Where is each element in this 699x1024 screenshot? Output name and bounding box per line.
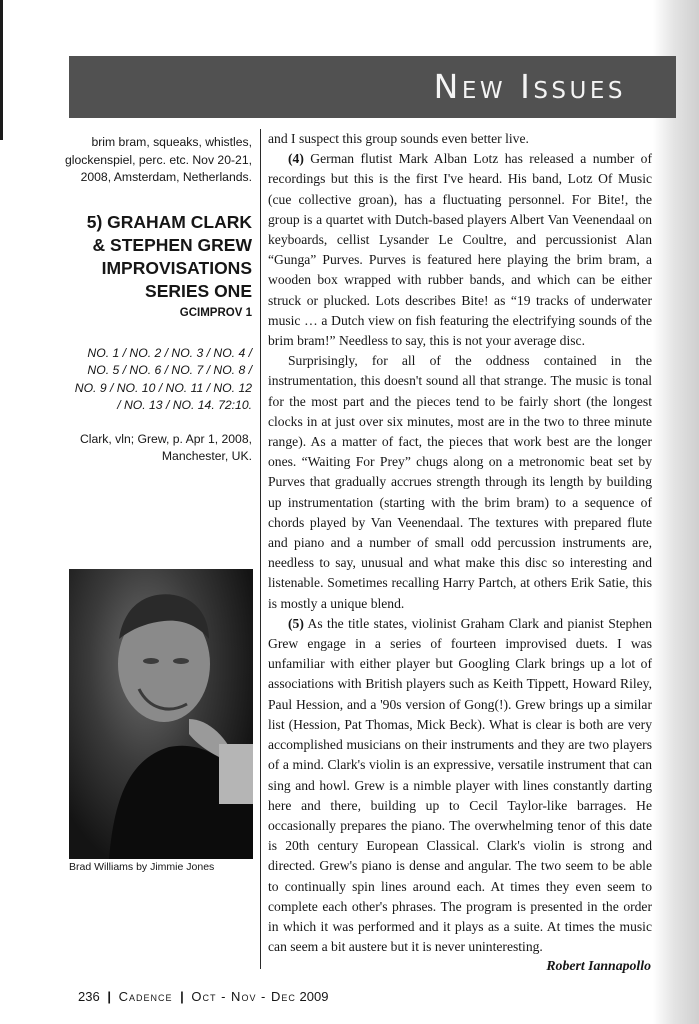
article-paragraph: Surprisingly, for all of the oddness contained in the instrumentation, this doesn't sound all that strange. The music is tonal for the most part and the pieces tend to be fairly short (the longest clocks in at just over six minutes, most are in the two to three minute range). As a matter of fact, the pieces that work best are the longer ones. “Waiting For Prey” chugs along on a metronomic beat set by Purves that gradually accrues strength through its length by building up instrumentation (starting with the brim bram) to a sequence of chords played by Van Veenendaal. The textures with prepared flute and piano and a number of small odd percussion instruments are, needless to say, unusual and what make this disc so interesting and listenable. Sometimes recalling Harry Partch, at others Erik Satie, this is mostly a unique blend. <box>268 353 652 611</box>
paragraph-text: German flutist Mark Alban Lotz has released a number of recordings but this is the first I've heard. His band, Lotz Of Music (cue collective groan), has a fluctuating personnel. For Bite!, the group is a quartet with Dutch-based players Albert Van Veenendaal on keyboards, cellist Lysander Le Coultre, and percussionist Alan “Gunga” Purves. Purves is featured here playing the brim bram, a wooden box wrapped with rubber bands, and which can be either struck or plucked. Lots describes Bite! as “19 tracks of underwater music … a Dutch view on fish featuring the electrifying sounds of the brim bram!” Needless to say, this is not your average disc. <box>268 151 652 349</box>
section-banner <box>69 56 676 118</box>
scan-shadow <box>653 0 699 1024</box>
issue-year: 2009 <box>299 989 329 1004</box>
paragraph-text: As the title states, violinist Graham Clark and pianist Stephen Grew engage in a series of fourteen improvised duets. I was unfamiliar with either player but Googling Clark brings up a lot of associations with British players such as Keith Tippett, Howard Riley, Paul Hession, and a '90s version of Gong(!). Grew brings up a similar list (Hession, Pat Thomas, Mick Beck). What is clear is both are very accomplished musicians on their instruments and they are two players of a mind. Clark's violin is an expressive, versatile instrument that can sing and howl. Grew is a nimble player with lines constantly darting here and there, building up to Cecil Taylor-like barrages. He occasionally prepares the piano. The overwhelming tenor of this date is 20th century European Classical. Clark's violin is strong and directed. Grew's piano is dense and angular. The two seem to be able to continually spin lines around each. At times they even seem to complete each other's phrases. The program is presented in the order in which it was performed and it plays as a suite. At times the music can seem a bit austere but it is never uninteresting. <box>268 615 652 955</box>
column-divider <box>260 129 261 969</box>
track-list: NO. 1 / NO. 2 / NO. 3 / NO. 4 / NO. 5 / NO. 6 / NO. 7 / NO. 8 / NO. 9 / NO. 10 / NO. 11 / NO. 12 / NO. 13 / NO. 14. 72:10. <box>74 345 252 412</box>
catalog-number: GCIMPROV 1 <box>179 306 252 319</box>
page-number: 236 <box>78 989 100 1004</box>
photo-caption: Brad Williams by Jimmie Jones <box>69 861 215 873</box>
article-paragraph: and I suspect this group sounds even better live. <box>268 131 529 146</box>
previous-album-session-info: brim bram, squeaks, whistles, glockenspiel, perc. etc. Nov 20-21, 2008, Amsterdam, Netherlands. <box>65 135 252 184</box>
magazine-name: Cadence <box>118 989 173 1004</box>
page-edge-bar <box>0 0 3 140</box>
footer-separator: | <box>107 989 111 1004</box>
article-paragraph <box>268 149 652 351</box>
article-paragraph <box>268 614 652 957</box>
review-article <box>268 129 652 957</box>
portrait-illustration <box>69 569 253 859</box>
issue-months: Oct - Nov - Dec <box>191 989 296 1004</box>
session-credits: Clark, vln; Grew, p. Apr 1, 2008, Manchester, UK. <box>79 431 252 463</box>
author-byline: Robert Iannapollo <box>546 958 651 973</box>
section-title: New Issues <box>433 67 626 106</box>
musician-photo <box>69 569 253 859</box>
review-number: (4) <box>288 151 304 167</box>
footer-separator: | <box>180 989 184 1004</box>
page-footer <box>78 989 328 1004</box>
album-title: 5) GRAHAM CLARK & STEPHEN GREW IMPROVISATIONS SERIES ONE <box>86 211 252 301</box>
album-sidebar <box>56 134 252 466</box>
review-number: (5) <box>288 615 304 631</box>
